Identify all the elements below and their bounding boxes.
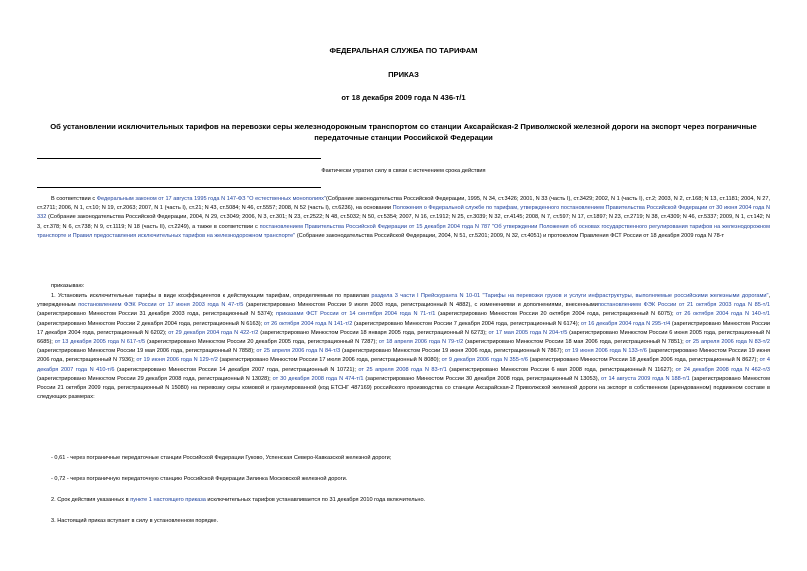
preamble-text-3: (Собрание законодательства Российской Федерации, 2004, N 29, ст.3049; 2006, N 3, ст.301; N 23, ст.2522; N 48, ст.5032; N 50, ст.5354; 2007, N 16, ст.1912; N 25, ст.3039; N 32, ст.4145; 2008, N 7, ст.597; N 17, ст.1897; N 23, ст.2719; N 38, ст.4309; N 46, ст.5337; 2009, N 1, ст.142; N 3, ст.378; N 6, ст.738; N 9, ст.1119; N 18 (часть II), ст.2249), а также в соответствии с <box>37 214 770 230</box>
link-fek-47-t5[interactable]: постановлением ФЭК России от 17 июня 2003 года N 47-т/5 <box>78 302 244 309</box>
item-1-text: (зарегистрировано Минюстом России 7 декабря 2004 года, регистрационный N 6174); <box>352 320 581 327</box>
item-1-text: , утвержденным <box>37 293 770 309</box>
link-fst-regulation-332[interactable]: Положения о Федеральной службе по тарифам, утвержденного постановлением Правительства Российской Федерации от 30 июня 2004 года N 332 <box>37 205 770 221</box>
link-fst-410-t6[interactable]: от 4 декабря 2007 года N 410-т/6 <box>37 357 770 373</box>
link-fst-71-t1[interactable]: приказами ФСТ России от 14 сентября 2004 года N 71-т/1 <box>275 311 436 318</box>
agency-heading: ФЕДЕРАЛЬНАЯ СЛУЖБА ПО ТАРИФАМ <box>329 46 478 55</box>
divider-bottom <box>37 187 321 188</box>
link-fst-79-t2[interactable]: от 18 апреля 2006 года N 79-т/2 <box>378 339 464 346</box>
link-government-decree-787[interactable]: постановлением Правительства Российской Федерации от 15 декабря 2004 года N 787 "Об утверждении Положения об основах государственного регулирования тарифов на железнодорожном транспорте и Правил предоставления исключительных тарифов на железнодорожном транспорте" <box>37 223 770 239</box>
divider-top <box>37 158 321 159</box>
item-1-text: (зарегистрировано Минюстом России 19 июня 2006 года, регистрационный N 7936); <box>37 348 770 364</box>
link-federal-law-147[interactable]: Федеральным законом от 17 августа 1995 года N 147-ФЗ "О естественных монополиях" <box>96 196 326 202</box>
preamble-paragraph <box>37 195 770 241</box>
item-1-paragraph <box>37 292 770 402</box>
link-fst-140-t1[interactable]: от 26 октября 2004 года N 140-т/1 <box>676 311 770 318</box>
link-fst-462-t3[interactable]: от 24 декабря 2008 года N 462-т/3 <box>675 366 770 373</box>
item-2-text: исключительных тарифов устанавливается по 31 декабря 2010 года включительно. <box>205 497 426 503</box>
item-1-text: (зарегистрировано Минюстом России 2 декабря 2004 года, регистрационный N 6163); <box>37 320 264 327</box>
item-1-text: (зарегистрировано Минюстом России 17 декабря 2004 года, регистрационный N 6202); <box>37 320 771 336</box>
link-fst-129-t2[interactable]: от 19 июня 2006 года N 129-т/2 <box>136 357 218 364</box>
link-fst-204-t5[interactable]: от 17 мая 2005 года N 204-т/5 <box>488 329 568 336</box>
item-1-text: (зарегистрировано Минюстом России 6 июня 2005 года, регистрационный N 6685); <box>37 329 770 346</box>
item-1-text: (зарегистрировано Минюстом России 17 июля 2006 года, регистрационный N 8080); <box>217 357 442 364</box>
link-fst-83-t1[interactable]: от 25 апреля 2008 года N 83-т/1 <box>358 366 447 373</box>
link-fst-474-t1[interactable]: от 30 декабря 2008 года N 474-т/1 <box>272 375 364 382</box>
link-fst-295-t4[interactable]: от 16 декабря 2004 года N 295-т/4 <box>580 320 671 327</box>
preamble-text-4: (Собрание законодательства Российской Федерации, 2004, N 51, ст.5201; 2009, N 32, ст.4051) и протоколом Правления ФСТ России от 18 декабря 2009 года N 78-т <box>295 232 725 239</box>
item-3-paragraph: 3. Настоящий приказ вступает в силу в установленном порядке. <box>51 518 219 524</box>
link-fst-188-t1[interactable]: от 14 августа 2009 года N 188-т/1 <box>601 375 690 382</box>
item-1-text: (зарегистрировано Минюстом России 29 декабря 2008 года, регистрационный N 13028); <box>37 375 273 382</box>
item-1-text: (зарегистрировано Минюстом России 30 декабря 2008 года, регистрационный N 13053), <box>363 375 602 382</box>
document-date-heading: от 18 декабря 2009 года N 436-т/1 <box>341 93 466 102</box>
item-2-paragraph <box>37 496 770 505</box>
item-1-text: (зарегистрировано Минюстом России 18 мая 2006 года, регистрационный N 7851); <box>463 339 686 346</box>
link-fst-141-t2[interactable]: от 26 октября 2004 года N 141-т/2 <box>263 320 353 327</box>
document-type-heading: ПРИКАЗ <box>388 70 419 79</box>
item-1-text: (зарегистрировано Минюстом России 31 декабря 2003 года, регистрационный N 5374); <box>37 311 276 318</box>
order-word: приказываю: <box>51 283 85 289</box>
item-1-text: (зарегистрировано Минюстом России 9 июля 2003 года, регистрационный N 4882), с изменениями и дополнениями, внесенными <box>243 302 598 309</box>
item-1-text: (зарегистрировано Минюстом России 19 июня 2006 года, регистрационный N 7867); <box>340 348 565 355</box>
item-2-text: 2. Срок действия указанных в <box>51 497 131 503</box>
item-1-text: 1. Установить исключительные тарифы в виде коэффициентов к действующим тарифам, определяемым по правилам <box>51 293 372 299</box>
item-1-text: (зарегистрировано Минюстом России 21 октября 2009 года, регистрационный N 15080) на перевозку серы комовой и гранулированной (код ЕТСНГ 487169) российского производства со станции Аксарайская-2 Приволжской железной дороги на экспорт в собственном (арендованном) подвижном составе в следующих размерах: <box>37 375 771 401</box>
link-fst-83-t2[interactable]: от 25 апреля 2006 года N 83-т/2 <box>685 339 770 346</box>
item-1-text: (зарегистрировано Минюстом России 20 октября 2004 года, регистрационный N 6075); <box>435 311 677 318</box>
item-1-text: (зарегистрировано Минюстом России 18 декабря 2006 года, регистрационный N 8627); <box>527 357 760 364</box>
item-1-text: (зарегистрировано Минюстом России 18 января 2005 года, регистрационный N 6273); <box>258 329 489 336</box>
preamble-text-1: В соответствии с <box>51 196 97 202</box>
status-note: Фактически утратил силу в связи с истечением срока действия <box>321 168 486 174</box>
link-fst-133-t6[interactable]: от 19 июня 2006 года N 133-т/6 <box>564 348 647 355</box>
link-fst-617-t5[interactable]: от 13 декабря 2005 года N 617-т/5 <box>54 339 146 346</box>
item-1-text: (зарегистрировано Минюстом России 20 декабря 2005 года, регистрационный N 7287); <box>145 339 379 346</box>
preamble-text-2: (Собрание законодательства Российской Федерации, 1995, N 34, ст.3426; 2001, N 33 (часть I), ст.3429; 2002, N 1 (часть I), ст.2; 2003, N 2, ст.168; N 13, ст.1181; 2004, N 27, ст.2711; 2006, N 1, ст.10; N 19, ст.2063; 2007, N 1 (часть I), ст.21; N 43, ст.5084; N 46, ст.5557; 2008, N 52 (часть I), ст.6236), на основании <box>37 196 771 212</box>
item-1-text: (зарегистрировано Минюстом России 6 мая 2008 года, регистрационный N 11627); <box>446 366 676 373</box>
rate-item-2: - 0,72 - через пограничную передаточную станцию Российской Федерации Зилинка Московской железной дороги. <box>51 476 348 482</box>
item-1-text: (зарегистрировано Минюстом России 19 мая 2006 года, регистрационный N 7858); <box>37 348 257 355</box>
link-fst-422-t2[interactable]: от 29 декабря 2004 года N 422-т/2 <box>168 329 259 336</box>
item-1-text: (зарегистрировано Минюстом России 14 декабря 2007 года, регистрационный N 10721); <box>114 366 359 373</box>
link-fst-84-t3[interactable]: от 25 апреля 2006 года N 84-т/3 <box>256 348 341 355</box>
link-item-1[interactable]: пункте 1 настоящего приказа <box>130 497 206 503</box>
rate-item-1: - 0,61 - через пограничные передаточные станции Российской Федерации Гуково, Успенская Северо-Кавказской железной дороги; <box>51 455 392 461</box>
link-fst-355-t6[interactable]: от 9 декабря 2006 года N 355-т/6 <box>441 357 528 364</box>
link-fek-85-t1[interactable]: постановлением ФЭК России от 21 октября 2003 года N 85-т/1 <box>597 302 770 309</box>
link-price-list-10-01[interactable]: раздела 3 части I Прейскуранта N 10-01 "Тарифы на перевозки грузов и услуги инфраструктуры, выполняемые российскими железными дорогами" <box>371 293 769 299</box>
document-title: Об установлении исключительных тарифов на перевозки серы железнодорожным транспортом со станции Аксарайская-2 Приволжской железной дороги на экспорт через пограничные передаточные станции Российской Федерации <box>50 122 757 142</box>
